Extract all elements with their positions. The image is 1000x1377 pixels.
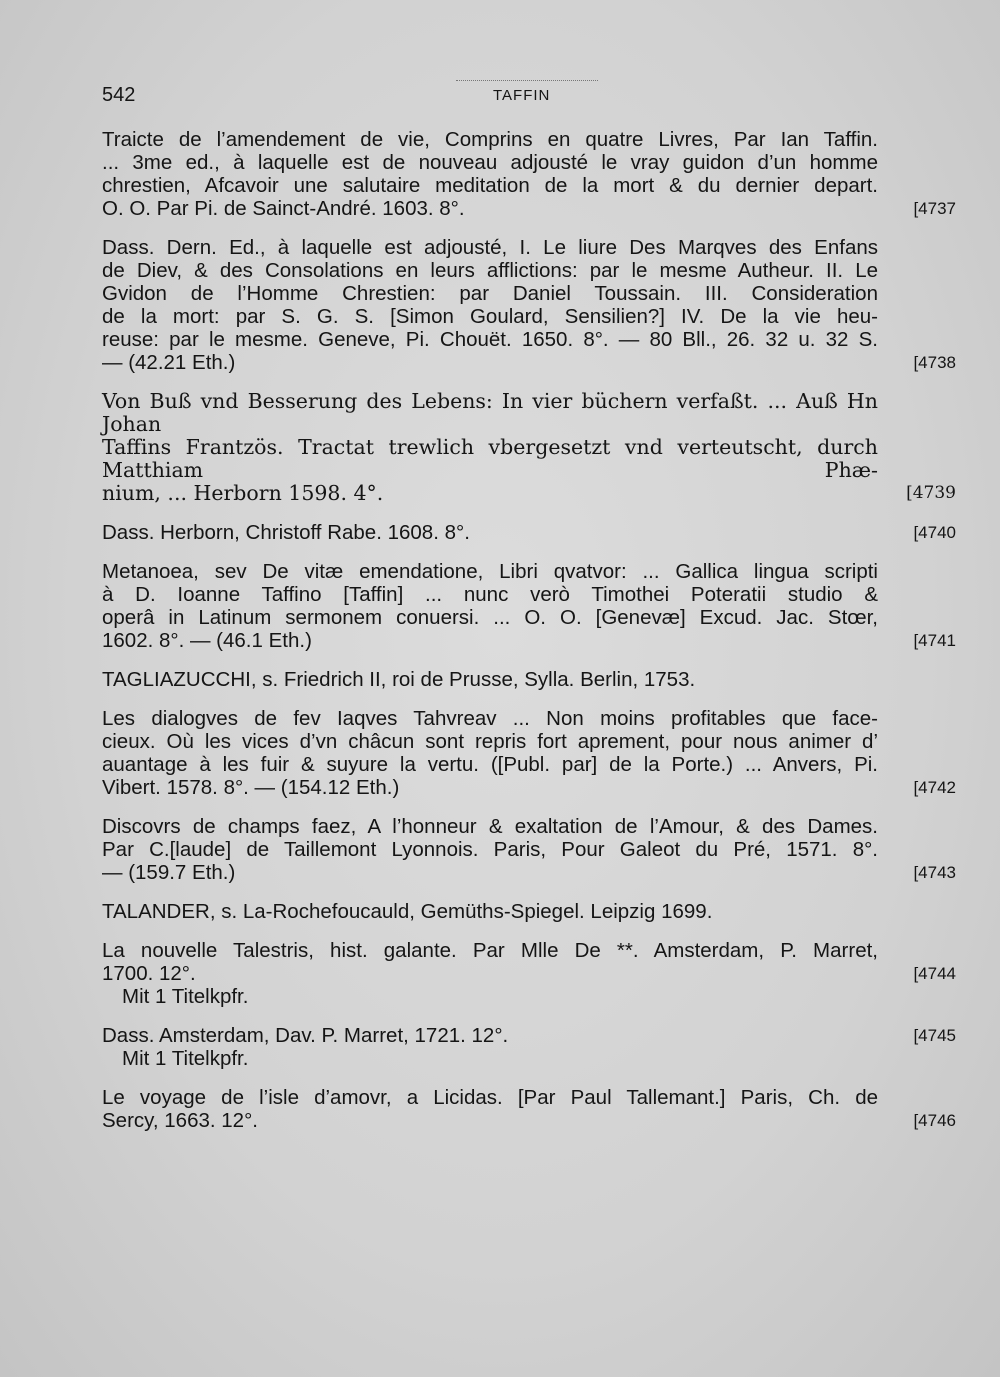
entry-line: Gvidon de l’Homme Chrestien: par Daniel Toussain. III. Consideration <box>102 282 878 305</box>
catalog-number: [4741 <box>913 631 956 650</box>
entry-line: Von Buß vnd Besserung des Lebens: In vier büchern verfaßt. ... Auß Hn Johan <box>102 389 878 436</box>
entry-line: Mit 1 Titelkpfr. <box>122 1047 249 1070</box>
entry-4745 <box>102 1024 956 1070</box>
running-head: TAFFIN <box>493 87 551 104</box>
catalog-number: [4737 <box>913 199 956 218</box>
entry-4742 <box>102 707 956 799</box>
entry-4741 <box>102 560 956 652</box>
entry-line: Le voyage de l’isle d’amovr, a Licidas. [Par Paul Tallemant.] Paris, Ch. de <box>102 1086 878 1109</box>
entry-4738 <box>102 236 956 374</box>
entry-line: Taffins Frantzös. Tractat trewlich vbergesetzt vnd verteutscht, durch Matthiam Phæ- <box>102 435 878 482</box>
entry-line: operâ in Latinum sermonem conuersi. ... O. O. [Genevæ] Excud. Jac. Stœr, <box>102 606 878 629</box>
entry-line: cieux. Où les vices d’vn châcun sont repris fort aprement, pour nous animer d’ <box>102 730 878 753</box>
entry-line: La nouvelle Talestris, hist. galante. Par Mlle De **. Amsterdam, P. Marret, <box>102 939 878 962</box>
catalog-number: [4746 <box>913 1111 956 1130</box>
catalog-number: [4744 <box>913 964 956 983</box>
entry-line: Les dialogves de fev Iaqves Tahvreav ... Non moins profitables que face- <box>102 707 878 730</box>
catalog-number: [4742 <box>913 778 956 797</box>
entry-line: nium, ... Herborn 1598. 4°. <box>102 481 384 505</box>
catalog-number: [4739 <box>906 483 956 503</box>
entry-line: Dass. Dern. Ed., à laquelle est adjousté, I. Le liure Des Marqves des Enfans <box>102 236 878 259</box>
entry-line: Metanoea, sev De vitæ emendatione, Libri qvatvor: ... Gallica lingua scripti <box>102 560 878 583</box>
page-number: 542 <box>102 84 136 106</box>
entry-cross-ref-tagliazucchi <box>102 668 948 691</box>
entry-line: Dass. Herborn, Christoff Rabe. 1608. 8°. <box>102 521 470 544</box>
entry-line: 1700. 12°. <box>102 962 196 985</box>
entry-4746 <box>102 1086 956 1132</box>
entry-line: Par C.[laude] de Taillemont Lyonnois. Paris, Pour Galeot du Pré, 1571. 8°. <box>102 838 878 861</box>
catalog-number: [4740 <box>913 523 956 542</box>
entry-line: — (42.21 Eth.) <box>102 351 236 374</box>
entry-line: ... 3me ed., à laquelle est de nouveau adjousté le vray guidon d’un homme <box>102 151 878 174</box>
entry-line: chrestien, Afcavoir une salutaire meditation de la mort & du dernier depart. <box>102 174 878 197</box>
entry-4743 <box>102 815 956 884</box>
entry-line: Vibert. 1578. 8°. — (154.12 Eth.) <box>102 776 400 799</box>
entry-line: TAGLIAZUCCHI, s. Friedrich II, roi de Prusse, Sylla. Berlin, 1753. <box>102 668 696 691</box>
entry-4739 <box>102 389 956 505</box>
entry-line: Dass. Amsterdam, Dav. P. Marret, 1721. 12°. <box>102 1024 509 1047</box>
entry-cross-ref-talander <box>102 900 948 923</box>
entry-line: Sercy, 1663. 12°. <box>102 1109 258 1132</box>
entry-4740 <box>102 521 956 544</box>
entry-line: TALANDER, s. La-Rochefoucauld, Gemüths-Spiegel. Leipzig 1699. <box>102 900 713 923</box>
entry-line: de la mort: par S. G. S. [Simon Goulard, Sensilien?] IV. De la vie heu- <box>102 305 878 328</box>
entry-line: de Diev, & des Consolations en leurs afflictions: par le mesme Autheur. II. Le <box>102 259 878 282</box>
entry-line: — (159.7 Eth.) <box>102 861 236 884</box>
entry-line: Discovrs de champs faez, A l’honneur & exaltation de l’Amour, & des Dames. <box>102 815 878 838</box>
entry-list <box>102 128 956 1148</box>
catalog-number: [4743 <box>913 863 956 882</box>
entry-4737 <box>102 128 956 220</box>
entry-line: reuse: par le mesme. Geneve, Pi. Chouët. 1650. 8°. — 80 Bll., 26. 32 u. 32 S. <box>102 328 878 351</box>
entry-line: à D. Ioanne Taffino [Taffin] ... nunc verò Timothei Poteratii studio & <box>102 583 878 606</box>
running-head-rule <box>456 80 598 81</box>
catalog-number: [4738 <box>913 353 956 372</box>
entry-line: 1602. 8°. — (46.1 Eth.) <box>102 629 312 652</box>
entry-4744 <box>102 939 956 1008</box>
catalog-number: [4745 <box>913 1026 956 1045</box>
entry-line: Mit 1 Titelkpfr. <box>122 985 249 1008</box>
entry-line: Traicte de l’amendement de vie, Comprins en quatre Livres, Par Ian Taffin. <box>102 128 878 151</box>
entry-line: O. O. Par Pi. de Sainct-André. 1603. 8°. <box>102 197 465 220</box>
entry-line: auantage à les fuir & suyure la vertu. ([Publ. par] de la Porte.) ... Anvers, Pi. <box>102 753 878 776</box>
